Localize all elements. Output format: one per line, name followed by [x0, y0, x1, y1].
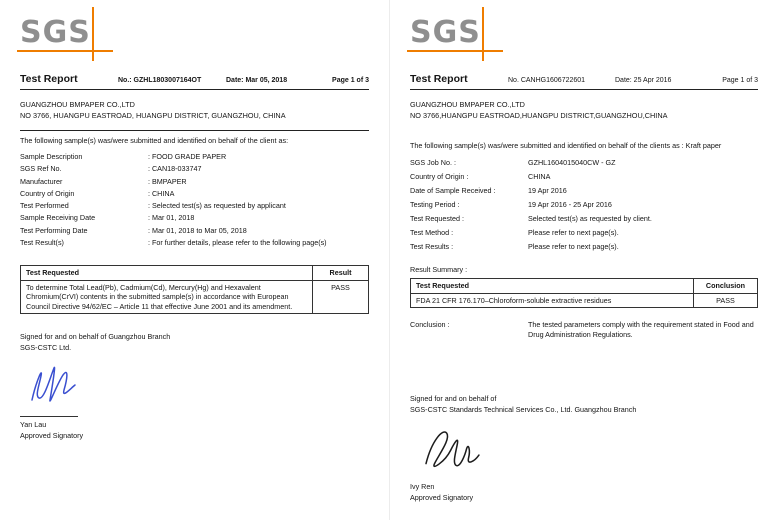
- table-row: [21, 281, 368, 314]
- signature-scribble-icon: [26, 360, 106, 410]
- test-requested-text: To determine Total Lead(Pb), Cadmium(Cd), Mercury(Hg) and Hexavalent Chromium(CrVI) contents in the submitted sample(s) in accordance with European Council Directive 94/62/EC – Article 11 that effective June 2001 and its amendment.: [26, 282, 293, 311]
- test-requested-text: FDA 21 CFR 176.170–Chloroform-soluble extractive residues: [416, 295, 612, 305]
- signatory-name: Ivy Ren: [410, 482, 435, 491]
- conclusion-label: Conclusion :: [410, 320, 450, 329]
- signature: [26, 360, 369, 415]
- field-row: [20, 225, 369, 237]
- field-value: Please refer to next page(s).: [528, 242, 619, 251]
- signed-line1: Signed for and on behalf of: [410, 394, 497, 403]
- field-label: SGS Job No. :: [410, 158, 456, 167]
- result-summary-label: Result Summary :: [410, 265, 468, 274]
- signature-scribble-icon: [416, 422, 506, 474]
- field-label: Test Performed: [20, 201, 69, 211]
- sgs-logo: [410, 10, 520, 58]
- signature-path: [426, 432, 479, 466]
- field-label: Manufacturer: [20, 176, 63, 186]
- report-page-count: Page 1 of 3: [722, 77, 758, 84]
- signature-line: [20, 416, 78, 417]
- test-requested-table: [20, 265, 369, 314]
- field-label: SGS Ref No.: [20, 164, 62, 174]
- table-header-row: [21, 266, 368, 281]
- field-value: : Selected test(s) as requested by applicant: [148, 201, 286, 211]
- signed-block: [20, 332, 369, 353]
- signatory-name: Yan Lau: [20, 420, 47, 430]
- logo-orange-hline-icon: [407, 50, 503, 52]
- client-address: NO 3766, HUANGPU EASTROAD, HUANGPU DISTRICT, GUANGZHOU, CHINA: [20, 111, 286, 120]
- field-row: [20, 237, 369, 249]
- signature: [416, 422, 758, 479]
- field-value: : BMPAPER: [148, 176, 187, 186]
- field-row: [20, 151, 369, 163]
- field-label: Test Performing Date: [20, 225, 88, 235]
- client-address: NO 3766,HUANGPU EASTROAD,HUANGPU DISTRICT,GUANGZHOU,CHINA: [410, 111, 668, 120]
- client-name: GUANGZHOU BMPAPER CO.,LTD: [410, 100, 525, 109]
- result-summary-table: [410, 278, 758, 308]
- field-row: [410, 184, 758, 198]
- field-row: [410, 156, 758, 170]
- col-test-requested: Test Requested: [416, 281, 469, 290]
- signed-line2: SGS-CSTC Ltd.: [20, 342, 72, 352]
- field-value: : CHINA: [148, 188, 175, 198]
- conclusion-value: PASS: [693, 294, 757, 308]
- report-page-count: Page 1 of 3: [332, 77, 369, 84]
- field-value: 19 Apr 2016: [528, 186, 567, 195]
- report-date: Date: 25 Apr 2016: [615, 77, 672, 84]
- field-value: : For further details, please refer to the following page(s): [148, 238, 327, 248]
- col-test-requested: Test Requested: [26, 268, 79, 278]
- conclusion-text: The tested parameters comply with the requirement stated in Food and Drug Administration Regulations.: [528, 320, 754, 339]
- divider-rule: [20, 130, 369, 131]
- field-row: [410, 212, 758, 226]
- field-label: Test Results :: [410, 242, 454, 251]
- field-value: Selected test(s) as requested by client.: [528, 214, 652, 223]
- field-value: CHINA: [528, 172, 551, 181]
- field-label: Test Result(s): [20, 238, 64, 248]
- report-header: [410, 73, 758, 90]
- field-label: Testing Period :: [410, 200, 460, 209]
- logo-orange-vline-icon: [92, 7, 94, 61]
- report-title: Test Report: [20, 73, 78, 85]
- field-row: [20, 188, 369, 200]
- report-number: No. CANHG1606722601: [508, 77, 586, 84]
- field-value: 19 Apr 2016 - 25 Apr 2016: [528, 200, 612, 209]
- client-name: GUANGZHOU BMPAPER CO.,LTD: [20, 100, 135, 109]
- field-label: Country of Origin: [20, 188, 75, 198]
- field-row: [410, 198, 758, 212]
- report-header: [20, 73, 369, 90]
- report-number: No.: GZHL1803007164OT: [118, 77, 202, 84]
- sample-intro-text: The following sample(s) was/were submitted and identified on behalf of the client as:: [20, 136, 289, 145]
- field-value: : Mar 01, 2018: [148, 213, 195, 223]
- result-value: PASS: [312, 281, 368, 314]
- signed-block: [410, 394, 758, 415]
- field-row: [20, 163, 369, 175]
- conclusion-block: [410, 320, 758, 340]
- logo-orange-vline-icon: [482, 7, 484, 61]
- report-date: Date: Mar 05, 2018: [226, 77, 288, 84]
- field-row: [20, 200, 369, 212]
- field-value: Please refer to next page(s).: [528, 228, 619, 237]
- col-result: Result: [312, 266, 368, 280]
- col-conclusion: Conclusion: [693, 279, 757, 293]
- field-row: [410, 226, 758, 240]
- logo-orange-hline-icon: [17, 50, 113, 52]
- field-label: Country of Origin :: [410, 172, 469, 181]
- sgs-logo-text: SGS: [410, 15, 481, 50]
- report-page-right: [389, 0, 778, 520]
- table-row: [411, 294, 757, 308]
- field-label: Test Method :: [410, 228, 454, 237]
- signed-line1: Signed for and on behalf of Guangzhou Branch: [20, 332, 171, 342]
- sgs-logo: [20, 10, 130, 58]
- field-label: Test Requested :: [410, 214, 464, 223]
- field-value: GZHL1604015040CW - GZ: [528, 158, 616, 167]
- field-row: [410, 240, 758, 254]
- field-row: [20, 176, 369, 188]
- field-label: Date of Sample Received :: [410, 186, 496, 195]
- signatory-title: Approved Signatory: [410, 493, 474, 502]
- field-value: : Mar 01, 2018 to Mar 05, 2018: [148, 225, 247, 235]
- client-address-block: [410, 99, 758, 121]
- table-header-row: [411, 279, 757, 294]
- report-title: Test Report: [410, 73, 468, 85]
- sample-fields: [410, 156, 758, 254]
- field-label: Sample Receiving Date: [20, 213, 96, 223]
- field-value: : FOOD GRADE PAPER: [148, 152, 227, 161]
- signature-path: [32, 368, 75, 402]
- field-row: [410, 170, 758, 184]
- client-address-block: [20, 99, 369, 121]
- signatory-title: Approved Signatory: [20, 431, 84, 441]
- field-label: Sample Description: [20, 152, 83, 161]
- signed-line2: SGS-CSTC Standards Technical Services Co., Ltd. Guangzhou Branch: [410, 404, 637, 414]
- field-value: : CAN18-033747: [148, 164, 202, 174]
- sample-intro-text: The following sample(s) was/were submitted and identified on behalf of the clients as : Kraft paper: [410, 141, 722, 150]
- sample-fields: [20, 151, 369, 249]
- field-row: [20, 212, 369, 224]
- sgs-logo-text: SGS: [20, 15, 91, 50]
